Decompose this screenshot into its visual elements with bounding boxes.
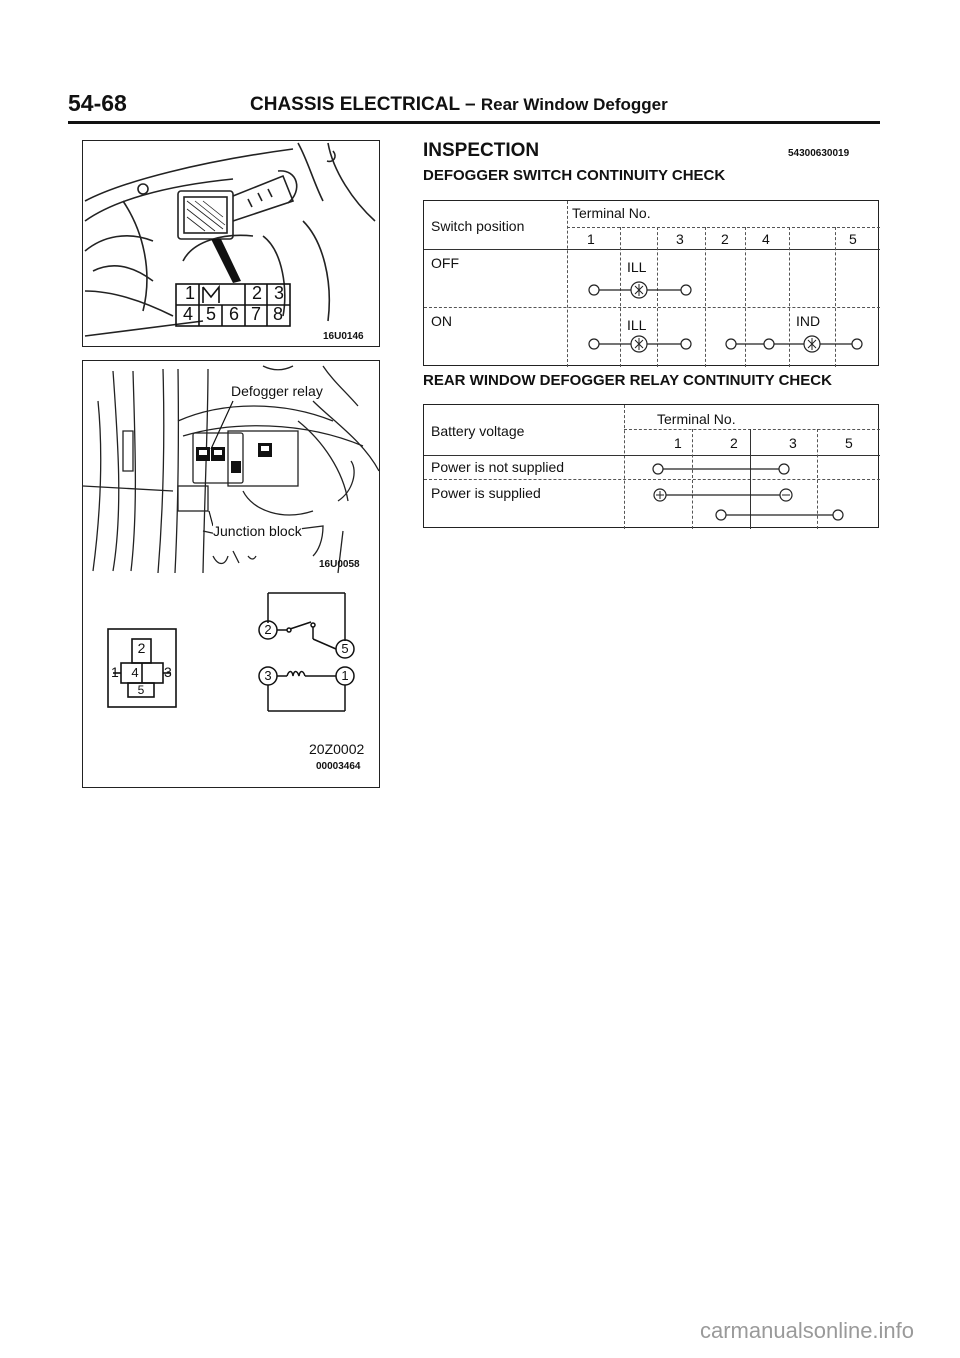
terminal-4: 4: [762, 231, 770, 247]
header-rule: [68, 121, 880, 124]
inspection-code: 54300630019: [788, 148, 850, 159]
relay-pin-1: 1: [111, 664, 119, 680]
row-on-ill: ILL: [627, 317, 647, 333]
circuit-pin-1: 1: [341, 668, 349, 683]
junction-block-label: Junction block: [213, 523, 302, 539]
defogger-relay-label: Defogger relay: [231, 383, 323, 399]
terminal-5: 5: [845, 435, 853, 451]
pin-1: 1: [184, 283, 195, 303]
figure-code: 16U0058: [319, 559, 360, 570]
figure-code-2: 20Z0002: [309, 741, 365, 757]
pin-7: 7: [250, 304, 261, 324]
page-number: 54-68: [68, 90, 127, 116]
battery-voltage-header: Battery voltage: [431, 423, 525, 439]
switch-continuity-table: [423, 200, 879, 366]
terminal-no-header: Terminal No.: [657, 411, 736, 427]
terminal-1: 1: [587, 231, 595, 247]
relay-circuit-diagram: [83, 361, 381, 789]
row-off-label: OFF: [431, 255, 459, 271]
relay-pin-5: 5: [137, 683, 145, 697]
inspection-title: INSPECTION: [423, 140, 540, 161]
circuit-pin-5: 5: [341, 641, 349, 656]
relay-continuity-table: [423, 404, 879, 528]
pin-4: 4: [182, 304, 193, 324]
row-on-ind: IND: [796, 313, 821, 329]
relay-figure: [82, 360, 380, 788]
circuit-pin-2: 2: [264, 622, 272, 637]
terminal-3: 3: [676, 231, 684, 247]
terminal-5: 5: [849, 231, 857, 247]
relay-pin-3: 3: [164, 664, 172, 680]
section-title: CHASSIS ELECTRICAL: [250, 94, 460, 115]
figure-code: 16U0146: [323, 331, 364, 342]
pin-5: 5: [205, 304, 216, 324]
row-supplied-label: Power is supplied: [431, 485, 541, 501]
terminal-2: 2: [721, 231, 729, 247]
pin-3: 3: [273, 283, 284, 303]
pin-8: 8: [272, 304, 283, 324]
switch-check-title: DEFOGGER SWITCH CONTINUITY CHECK: [423, 167, 726, 184]
switch-continuity-marks: [424, 201, 880, 367]
figure-code-3: 00003464: [316, 761, 361, 772]
page-title: [250, 94, 668, 116]
title-dash: –: [465, 94, 476, 115]
relay-continuity-marks: [424, 405, 880, 529]
pin-6: 6: [228, 304, 239, 324]
row-off-ill: ILL: [627, 259, 647, 275]
watermark: carmanualsonline.info: [700, 1318, 915, 1343]
connector-figure: [82, 140, 380, 347]
row-not-supplied-label: Power is not supplied: [431, 459, 565, 475]
pin-2: 2: [251, 283, 262, 303]
terminal-no-header: Terminal No.: [572, 205, 651, 221]
subsection-title: Rear Window Defogger: [480, 95, 668, 114]
relay-pin-2: 2: [137, 640, 146, 656]
terminal-1: 1: [674, 435, 682, 451]
circuit-pin-3: 3: [264, 668, 272, 683]
relay-check-title: REAR WINDOW DEFOGGER RELAY CONTINUITY CHECK: [423, 372, 832, 389]
row-on-label: ON: [431, 313, 452, 329]
switch-position-header: Switch position: [431, 218, 525, 234]
terminal-3: 3: [789, 435, 797, 451]
relay-pin-4: 4: [131, 665, 139, 680]
terminal-2: 2: [730, 435, 738, 451]
